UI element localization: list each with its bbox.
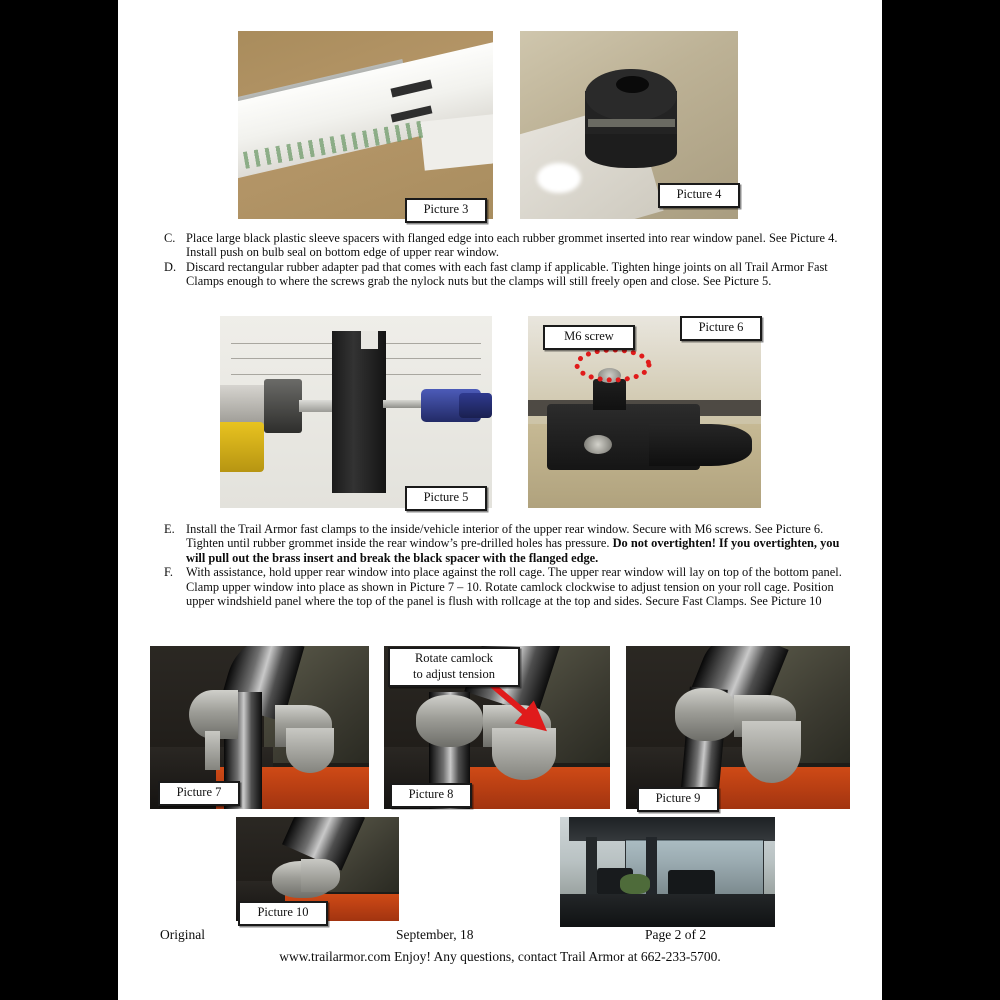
picture-4-grommet-base [585, 134, 677, 168]
picture-7-hook-left [205, 731, 220, 770]
picture-4-grommet-groove [588, 119, 675, 127]
picture-8-clamp-collar [416, 695, 484, 747]
camlock-label-line1: Rotate camlock [414, 651, 494, 665]
caption-picture-8: Picture 8 [390, 783, 472, 808]
picture-6-nylock-nut [584, 435, 612, 454]
caption-m6-screw: M6 screw [543, 325, 635, 350]
caption-picture-10: Picture 10 [238, 901, 328, 926]
footer-revision: Original [160, 927, 205, 942]
caption-picture-4: Picture 4 [658, 183, 740, 208]
caption-picture-7: Picture 7 [158, 781, 240, 806]
instruction-text-e: Install the Trail Armor fast clamps to the inside/vehicle interior of the upper rear window. Secure with M6 screws. See Picture 6. Tighten until rubber grommet inside the rear window’s pre-drilled holes has pressure. [186, 522, 824, 551]
instruction-marker-c: C. [164, 231, 176, 245]
instruction-marker-f: F. [164, 565, 173, 580]
document-page [118, 0, 882, 1000]
footer-page-number: Page 2 of 2 [645, 927, 707, 942]
instruction-text-f: With assistance, hold upper rear window into place against the roll cage. The upper rear window will lay on top of the bottom panel. Clamp upper window into place as shown in Picture 7 – 10. Rotate camlock clockwise to adjust tension on your roll cage. Position upper windshield panel where the top of the panel is flush with rollcage at the top and sides. Secure Fast Clamps. See Picture 10 [186, 565, 842, 609]
caption-picture-9: Picture 9 [637, 787, 719, 812]
final-photo-seat-right [668, 870, 715, 896]
picture-6-clamp-arm [649, 424, 752, 466]
photo-picture-3 [238, 31, 493, 219]
caption-picture-3: Picture 3 [405, 198, 487, 223]
instructions-block-mid [160, 522, 852, 608]
final-photo-bed [560, 894, 775, 927]
instruction-marker-d: D. [164, 259, 177, 274]
footer-contact-line: www.trailarmor.com Enjoy! Any questions, contact Trail Armor at 662-233-5700. [279, 949, 721, 964]
instruction-item-d [160, 260, 852, 289]
final-photo-foliage [620, 874, 650, 894]
picture-5-drill-handle [220, 422, 264, 472]
final-photo-roof [569, 817, 775, 841]
picture-5-screwdriver-grip [459, 393, 492, 418]
picture-4-glare-spot [537, 163, 581, 193]
camlock-label-line2: to adjust tension [413, 666, 495, 681]
picture-5-fast-clamp [332, 331, 386, 492]
picture-4-grommet-hole [616, 76, 649, 93]
photo-picture-9 [626, 646, 850, 809]
footer-row-top [118, 927, 882, 945]
instruction-marker-e: E. [164, 522, 175, 536]
picture-10-clamp-hook [301, 859, 340, 892]
instruction-text-e-bold: Do not overtighten! If you overtighten, you will pull out the brass insert and break the black spacer with the flanged edge. [186, 536, 840, 565]
picture-3-seal-tip [419, 113, 493, 171]
picture-5-drill-chuck [264, 379, 302, 433]
picture-8-camlock-hook [492, 728, 555, 780]
instruction-text-c: Place large black plastic sleeve spacers with flanged edge into each rubber grommet inserted into rear window panel. See Picture 4. Install push on bulb seal on bottom edge of upper rear window. [186, 231, 838, 260]
instruction-item-e [160, 522, 852, 565]
footer-date: September, 18 [396, 927, 474, 942]
caption-rotate-camlock [388, 647, 520, 687]
picture-9-camlock-hook [742, 721, 800, 783]
photo-picture-5 [220, 316, 492, 508]
picture-5-clamp-notch [361, 331, 377, 348]
instruction-text-d: Discard rectangular rubber adapter pad that comes with each fast clamp if applicable. Tighten hinge joints on all Trail Armor Fast Clamps enough to where the screws grab the nylock nuts but the clamps will still freely open and close. See Picture 5. [186, 259, 828, 289]
picture-9-clamp-collar [675, 688, 738, 740]
instruction-item-c [160, 231, 852, 260]
picture-6-spacer-post [593, 379, 626, 410]
picture-7-hook-right [286, 728, 334, 774]
final-photo-cage-post-right [646, 837, 657, 903]
instruction-item-f [160, 565, 852, 608]
caption-picture-6: Picture 6 [680, 316, 762, 341]
caption-picture-5: Picture 5 [405, 486, 487, 511]
photo-final-installed-view [560, 817, 775, 927]
instructions-block-top [160, 231, 852, 289]
